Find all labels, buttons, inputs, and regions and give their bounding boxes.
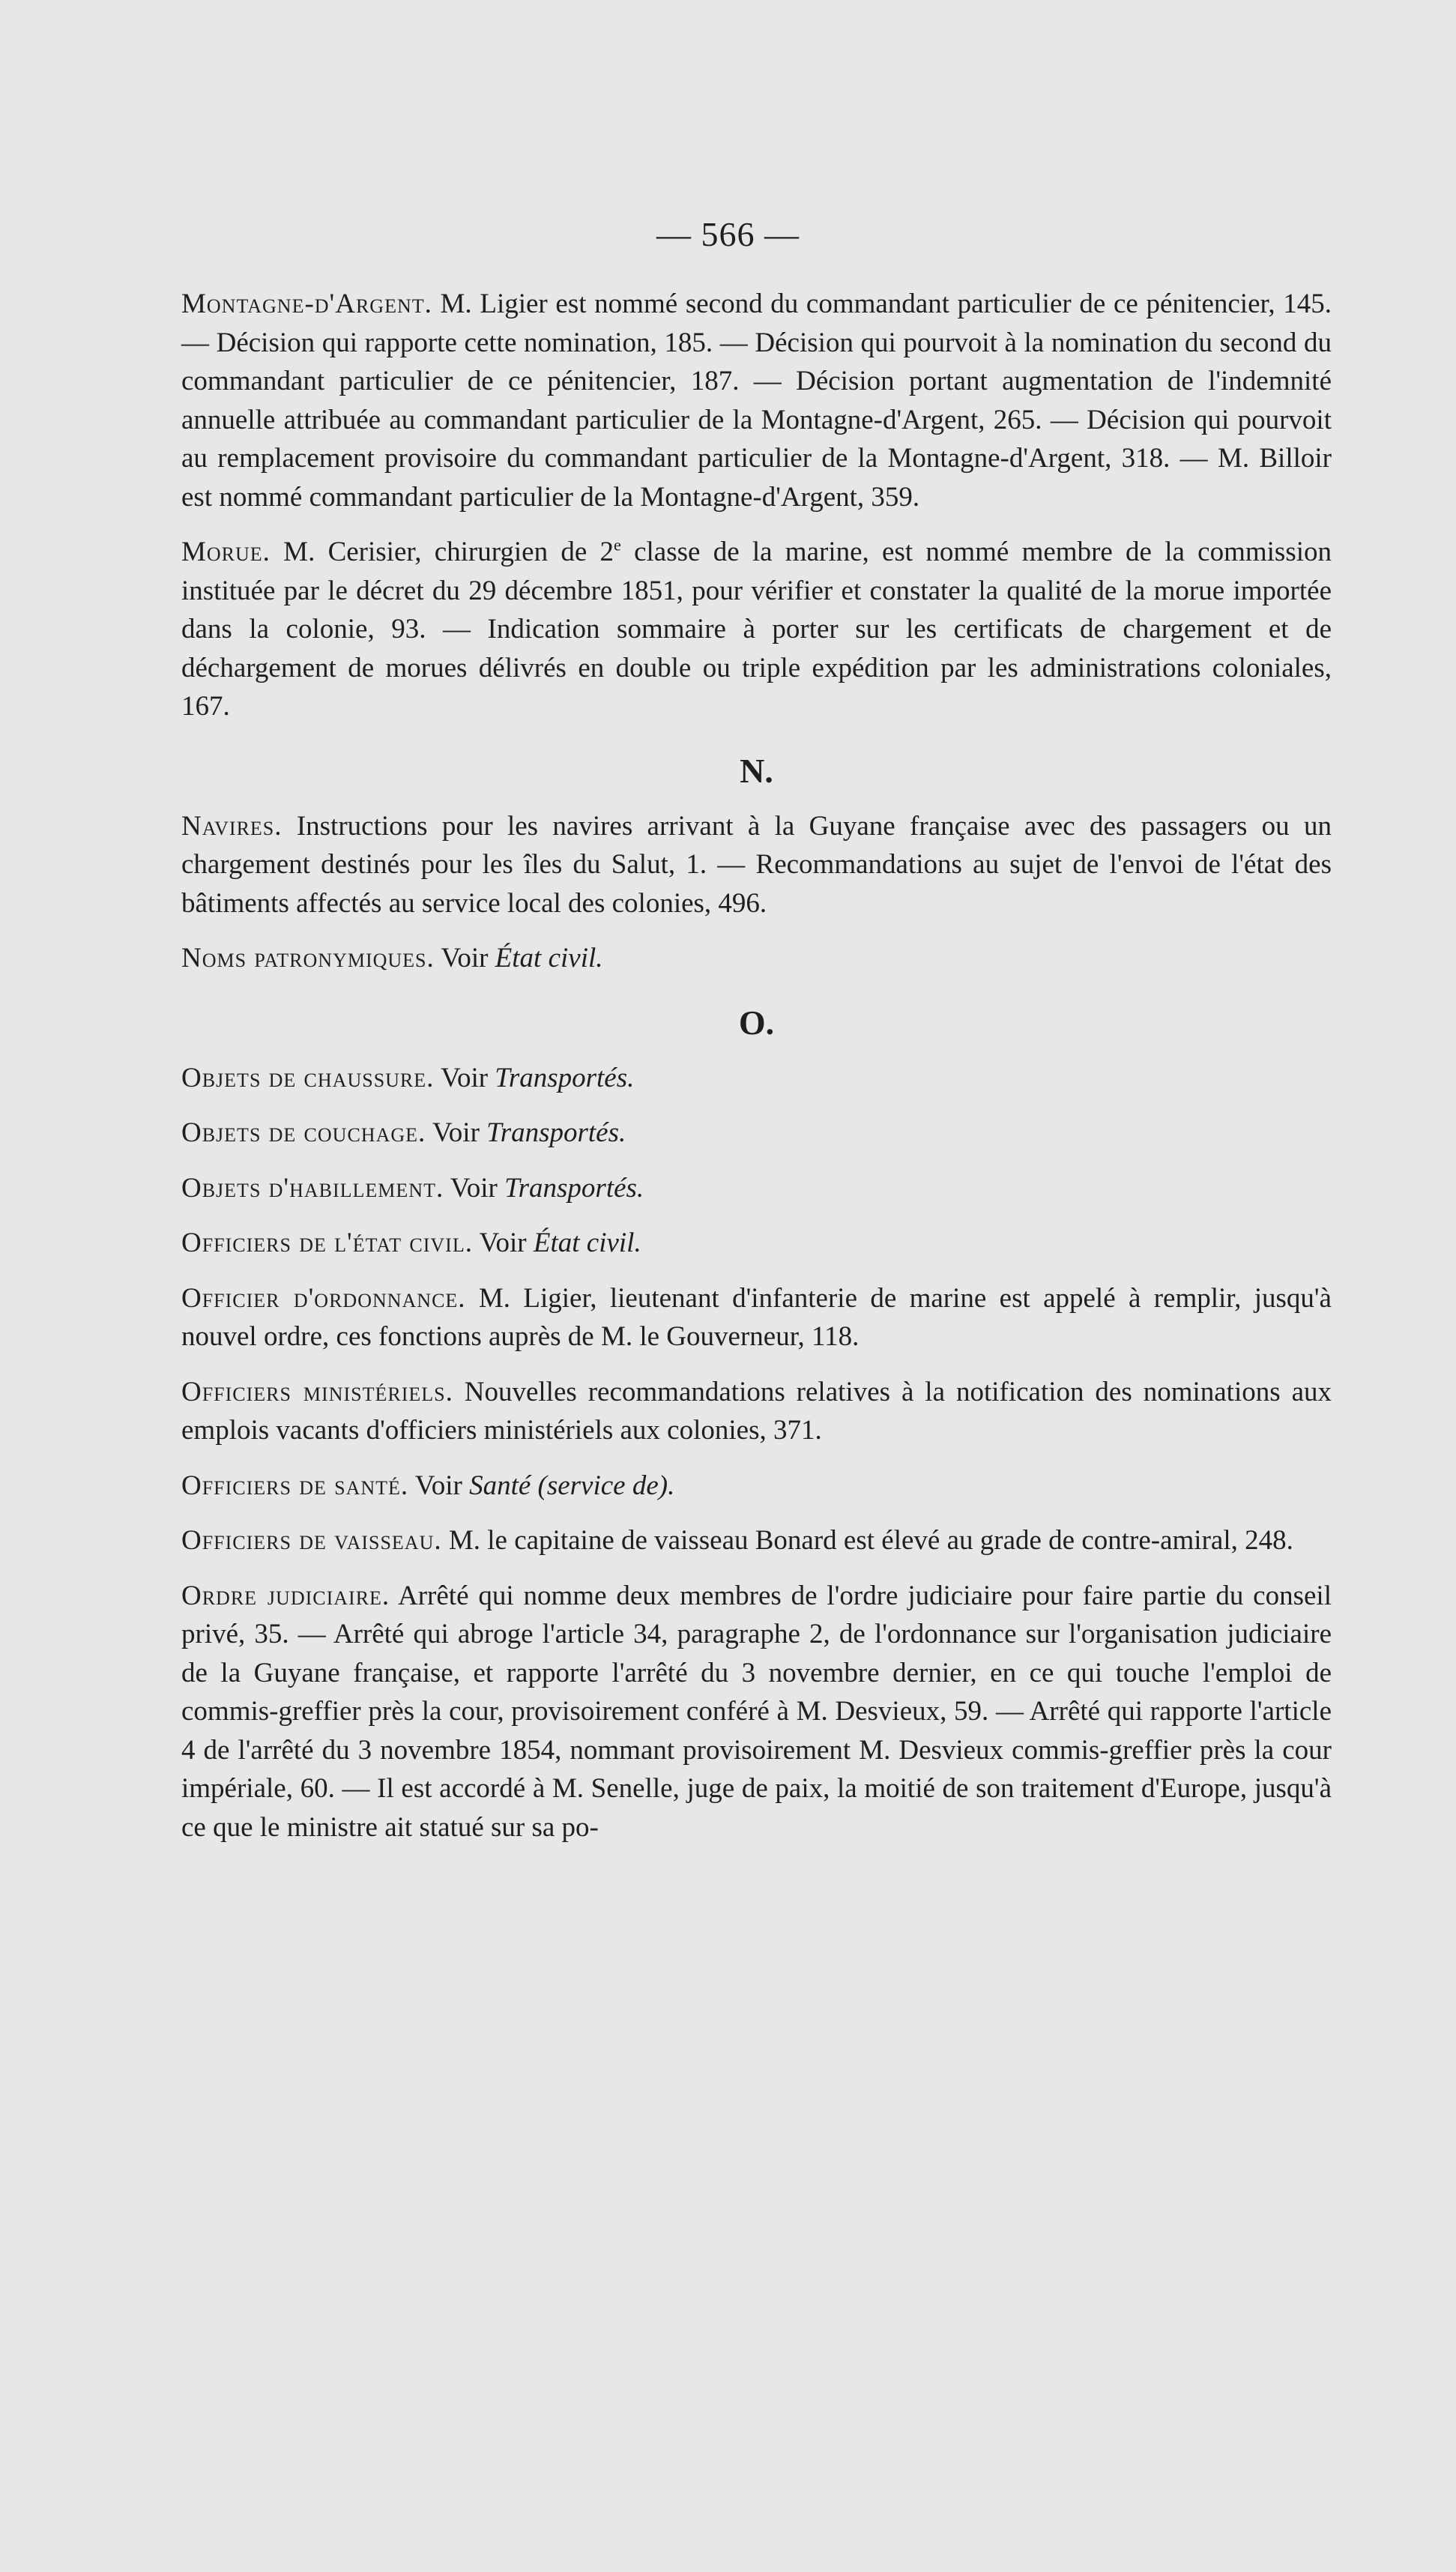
section-letter-n: N. xyxy=(740,751,773,790)
entry-officiers-etat-civil xyxy=(181,1224,1332,1263)
entry-heading: Noms patronymiques. xyxy=(181,943,435,973)
entry-objets-de-chaussure xyxy=(181,1059,1332,1098)
entry-body: M. Ligier est nommé second du commandant particulier de ce pénitencier, 145. — Décision qui rapporte cette nomination, 185. — Décision qui pourvoit à la nomination du second du commandant particulier de ce pénitencier, 187. — Décision portant augmentation de l'indemnité annuelle attribuée au commandant particulier de la Montagne-d'Argent, 265. — Décision qui pourvoit au remplacement provisoire du commandant particulier de la Montagne-d'Argent, 318. — M. Billoir est nommé commandant particulier de la Montagne-d'Argent, 359. xyxy=(181,289,1332,513)
entry-body: Voir xyxy=(472,1228,534,1258)
entry-body: Voir xyxy=(426,1117,487,1148)
cross-reference: Transportés. xyxy=(486,1117,626,1148)
entry-ordre-judiciaire xyxy=(181,1577,1332,1847)
entry-objets-d-habillement xyxy=(181,1169,1332,1208)
cross-reference: État civil. xyxy=(533,1228,641,1258)
entry-heading: Montagne-d'Argent. xyxy=(181,289,432,319)
entry-noms-patronymiques xyxy=(181,939,1332,978)
entry-body: Arrêté qui nomme deux membres de l'ordre judiciaire pour faire partie du conseil privé, 35. — Arrêté qui abroge l'article 34, paragraphe 2, de l'ordonnance sur l'organisation judiciaire de la Guyane française, et rapporte l'arrêté du 3 novembre dernier, en ce qui touche l'emploi de commis-greffier près la cour, provisoirement conféré à M. Desvieux, 59. — Arrêté qui rapporte l'article 4 de l'arrêté du 3 novembre 1854, nommant provisoirement M. Desvieux commis-greffier près la cour impériale, 60. — Il est accordé à M. Senelle, juge de paix, la moitié de son traitement d'Europe, jusqu'à ce que le ministre ait statué sur sa po- xyxy=(181,1580,1332,1843)
entry-heading: Morue. xyxy=(181,537,271,567)
entry-objets-de-couchage xyxy=(181,1114,1332,1153)
entry-body: Voir xyxy=(434,1062,495,1093)
entry-body: Instructions pour les navires arrivant à la Guyane française avec des passagers ou un chargement destinés pour les îles du Salut, 1. — Recommandations au sujet de l'envoi de l'état des bâtiments affectés au service local des colonies, 496. xyxy=(181,810,1332,919)
index-text xyxy=(181,285,1332,1847)
entry-heading: Objets de chaussure. xyxy=(181,1062,435,1093)
page-number: — 566 — xyxy=(656,215,800,253)
entry-heading: Officiers ministériels. xyxy=(181,1376,453,1407)
entry-heading: Navires. xyxy=(181,810,283,842)
entry-body: Voir xyxy=(408,1470,470,1501)
entry-body: M. le capitaine de vaisseau Bonard est élevé au grade de contre-amiral, 248. xyxy=(441,1525,1293,1556)
entry-heading: Ordre judiciaire. xyxy=(181,1580,390,1611)
entry-officiers-de-vaisseau xyxy=(181,1521,1332,1560)
entry-body: Voir xyxy=(434,943,495,973)
entry-body: classe de la marine, est nommé membre de la commission instituée par le décret du 29 décembre 1851, pour vérifier et constater la qualité de la morue importée dans la colonie, 93. — Indication sommaire à porter sur les certificats de chargement et de déchargement de morues délivrés en double ou triple expédition par les administrations coloniales, 167. xyxy=(181,537,1332,722)
section-letter-o: O. xyxy=(738,1003,775,1042)
entry-montagne-d-argent xyxy=(181,285,1332,516)
cross-reference: Transportés. xyxy=(504,1172,644,1204)
entry-heading: Objets de couchage. xyxy=(181,1117,426,1148)
entry-body: M. Cerisier, chirurgien de 2 xyxy=(270,537,614,567)
entry-officiers-ministeriels xyxy=(181,1373,1332,1450)
cross-reference: État civil. xyxy=(495,943,603,973)
entry-heading: Officier d'ordonnance. xyxy=(181,1282,466,1314)
entry-officiers-de-sante xyxy=(181,1467,1332,1506)
entry-body: Nouvelles recommandations relatives à la notification des nominations aux emplois vacants d'officiers ministériels aux colonies, 371. xyxy=(181,1376,1332,1446)
entry-navires xyxy=(181,807,1332,923)
entry-heading: Officiers de santé. xyxy=(181,1470,409,1501)
entry-officier-d-ordonnance xyxy=(181,1279,1332,1356)
cross-reference: Transportés. xyxy=(495,1062,635,1093)
cross-reference: Santé (service de). xyxy=(469,1470,675,1501)
entry-heading: Officiers de l'état civil. xyxy=(181,1228,473,1258)
entry-morue xyxy=(181,533,1332,726)
entry-heading: Officiers de vaisseau. xyxy=(181,1525,442,1556)
entry-body: M. Ligier, lieutenant d'infanterie de marine est appelé à remplir, jusqu'à nouvel ordre, ces fonctions auprès de M. le Gouverneur, 118. xyxy=(181,1282,1332,1352)
entry-body: Voir xyxy=(444,1172,505,1204)
entry-heading: Objets d'habillement. xyxy=(181,1172,444,1204)
superscript: e xyxy=(614,535,621,555)
